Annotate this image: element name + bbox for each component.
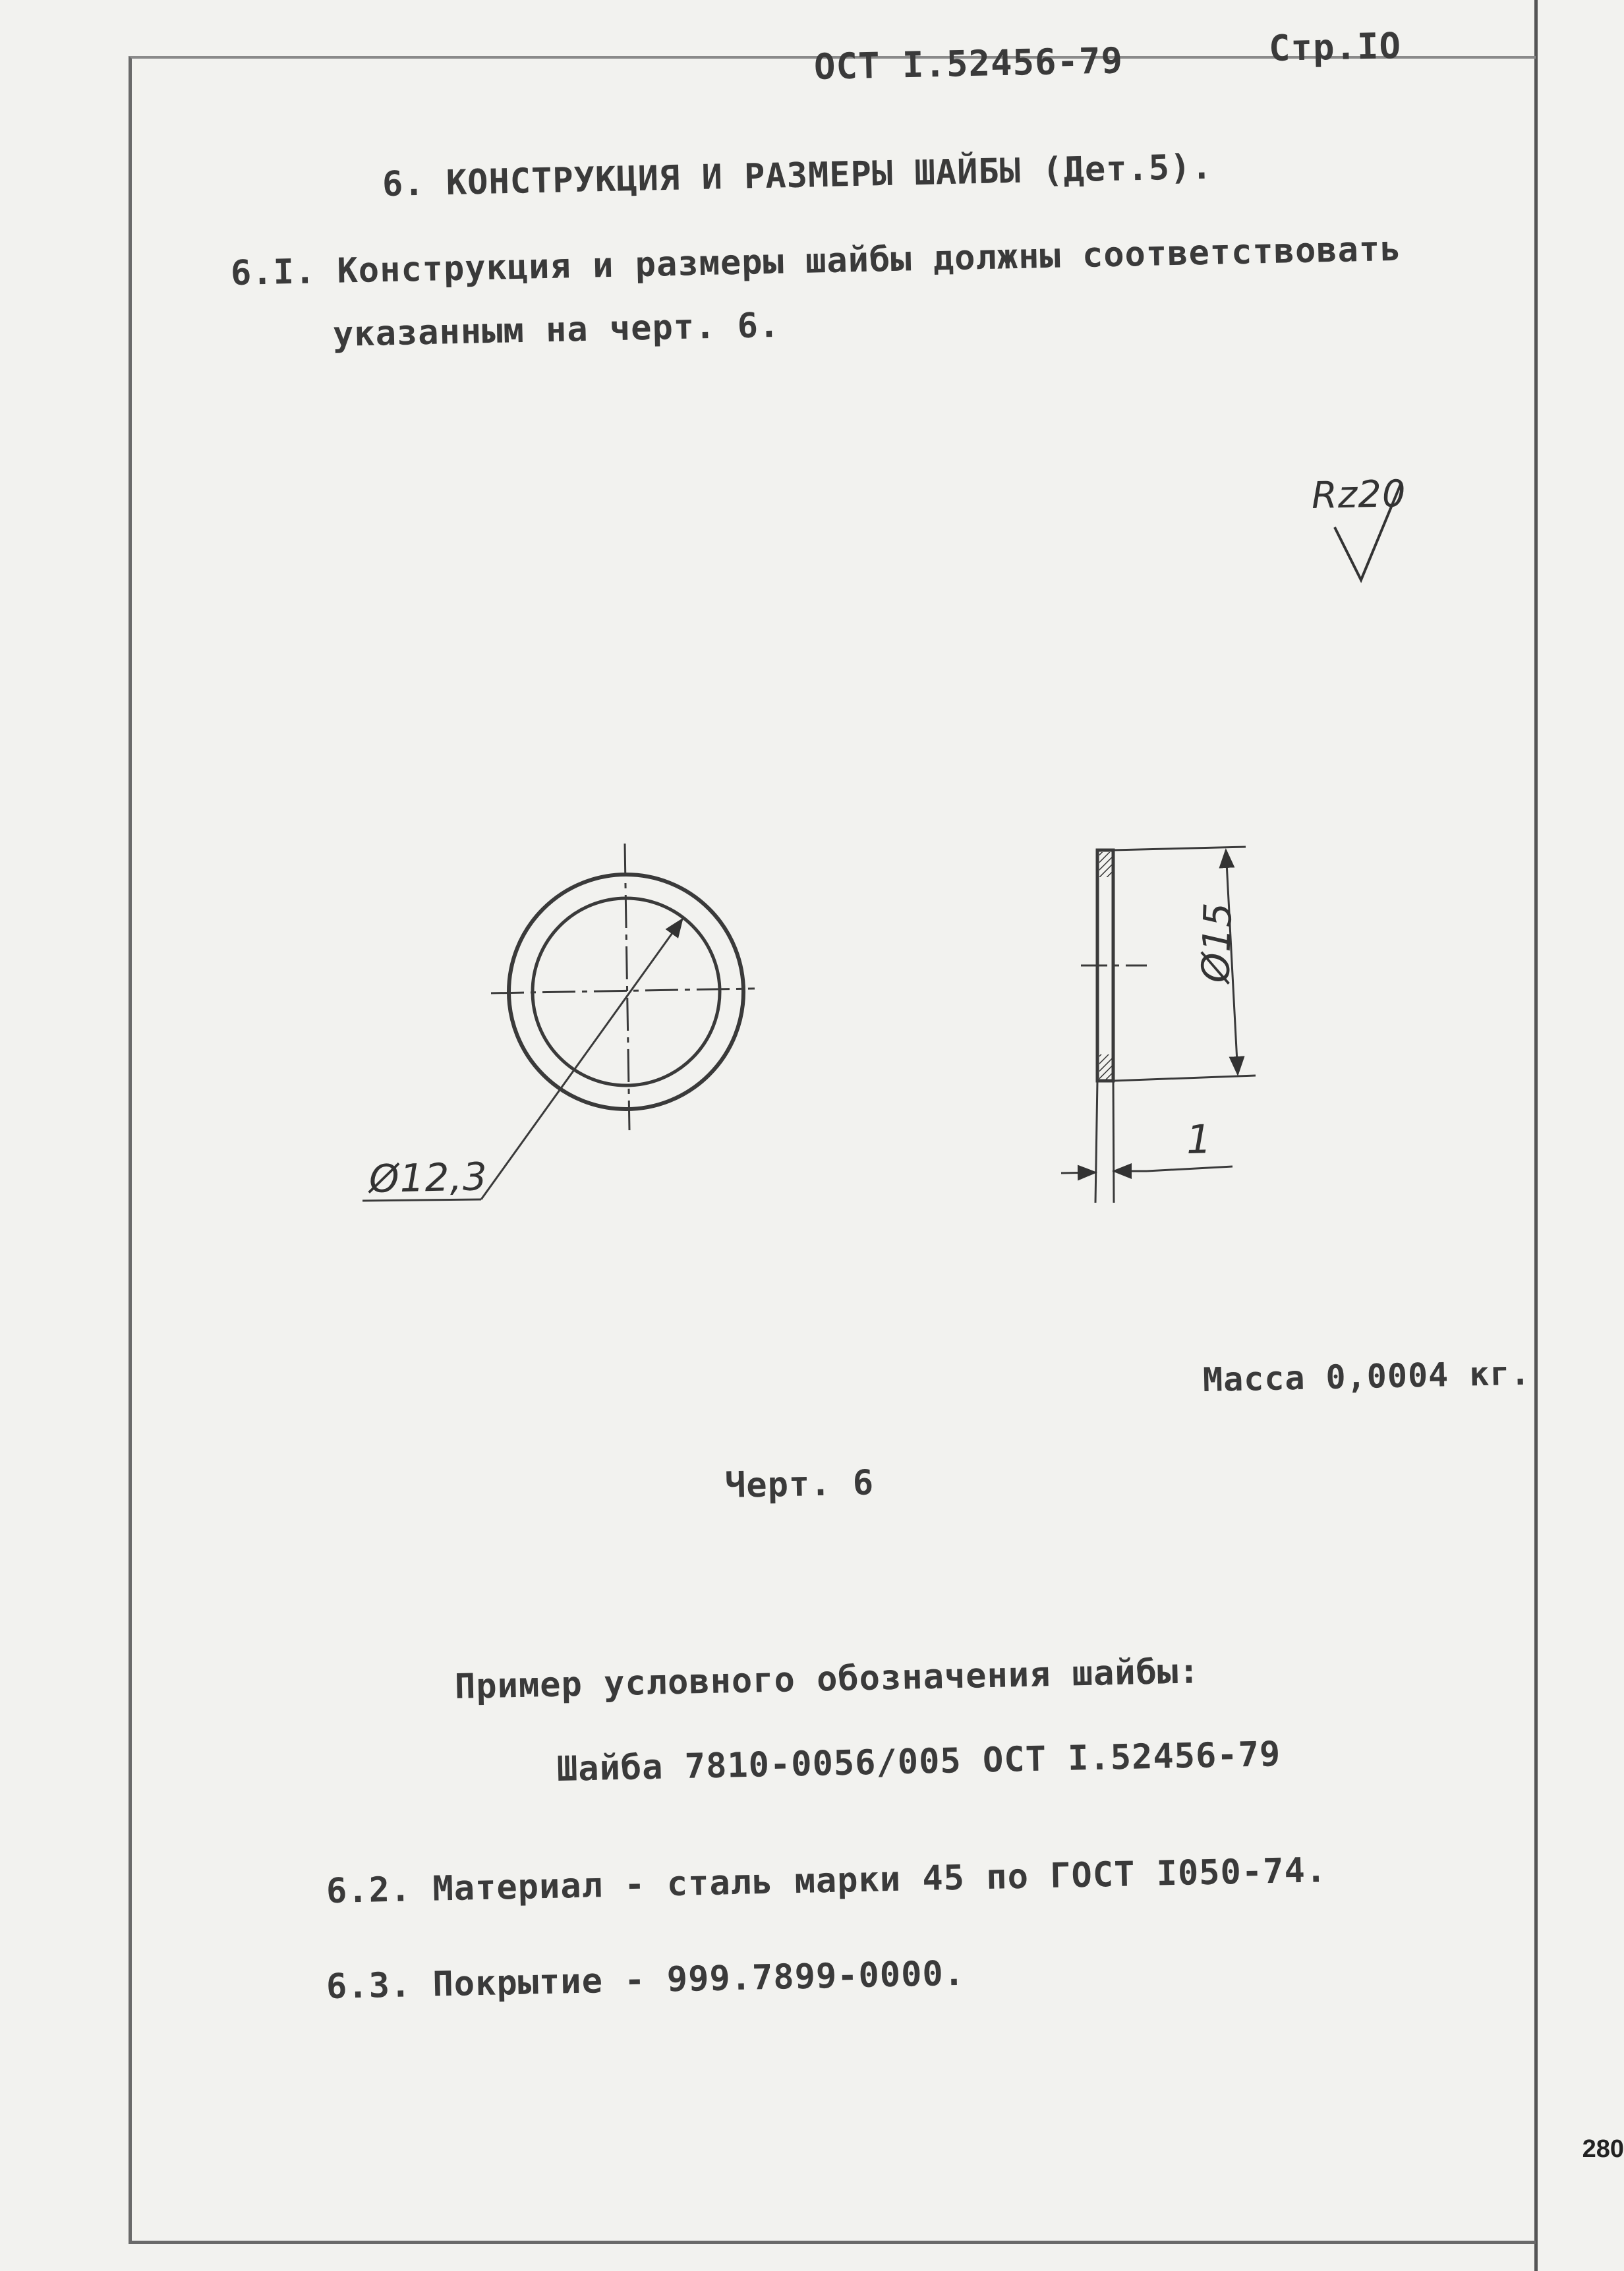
paragraph-6-1-line-2: указанным на черт. 6.	[332, 305, 780, 355]
washer-front-view	[362, 844, 755, 1201]
washer-side-view	[1061, 847, 1256, 1203]
section-title: 6. КОНСТРУКЦИЯ И РАЗМЕРЫ ШАЙБЫ (Дет.5).	[382, 147, 1213, 204]
mass-note: Масса 0,0004 кг.	[1202, 1354, 1532, 1399]
thickness-label: 1	[1186, 1116, 1213, 1163]
paragraph-6-1-line-1: 6.I. Конструкция и размеры шайбы должны соответствовать	[230, 229, 1403, 293]
page-number: 280	[1582, 2135, 1624, 2163]
doc-code: ОСТ I.52456-79	[813, 40, 1124, 88]
roughness-label: Rz20	[1311, 473, 1407, 517]
item-material: 6.2. Материал - сталь марки 45 по ГОСТ I050-74.	[326, 1851, 1327, 1911]
example-designation: Шайба 7810-0056/005 ОСТ I.52456-79	[556, 1735, 1281, 1789]
example-heading: Пример условного обозначения шайбы:	[454, 1652, 1201, 1707]
page-label: Стр.IO	[1268, 24, 1402, 69]
drawing-caption: Черт. 6	[724, 1463, 875, 1506]
outer-diameter-label: Ø15	[1193, 901, 1241, 984]
item-coating: 6.3. Покрытие - 999.7899-0000.	[326, 1953, 966, 2007]
inner-diameter-label: Ø12,3	[368, 1154, 488, 1201]
